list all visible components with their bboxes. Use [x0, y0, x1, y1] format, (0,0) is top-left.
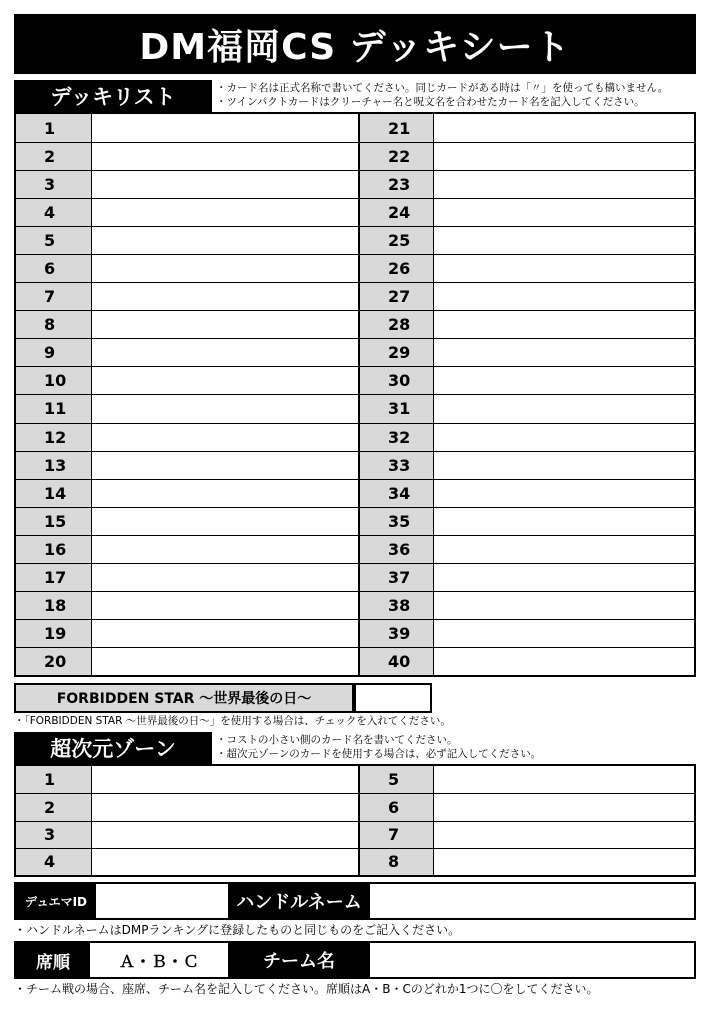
card-row-number: 4 — [16, 849, 92, 875]
card-name-field[interactable] — [92, 452, 358, 479]
card-row-number: 7 — [360, 822, 434, 848]
card-row — [16, 142, 358, 170]
card-row — [16, 766, 358, 793]
card-name-field[interactable] — [434, 143, 694, 170]
card-row-number: 13 — [16, 452, 92, 479]
card-row — [360, 394, 694, 422]
card-row — [16, 451, 358, 479]
card-row-number: 22 — [360, 143, 434, 170]
hyperspatial-table — [14, 764, 696, 877]
card-row-number: 26 — [360, 255, 434, 282]
card-row — [360, 282, 694, 310]
card-row — [16, 310, 358, 338]
card-row — [16, 170, 358, 198]
card-name-field[interactable] — [434, 648, 694, 675]
card-name-field[interactable] — [92, 199, 358, 226]
seat-order-label: 席順 — [16, 943, 90, 977]
hyperspatial-left-column — [16, 766, 360, 875]
card-row — [360, 619, 694, 647]
player-info-row — [14, 882, 696, 920]
card-name-field[interactable] — [92, 648, 358, 675]
card-name-field[interactable] — [92, 536, 358, 563]
team-info-row — [14, 941, 696, 979]
card-row — [360, 170, 694, 198]
card-row — [16, 535, 358, 563]
card-name-field[interactable] — [434, 536, 694, 563]
card-row — [360, 848, 694, 875]
card-row — [16, 338, 358, 366]
decklist-right-column — [360, 114, 694, 675]
card-name-field[interactable] — [92, 794, 358, 820]
card-row — [16, 114, 358, 142]
card-row-number: 9 — [16, 339, 92, 366]
card-row-number: 37 — [360, 564, 434, 591]
card-name-field[interactable] — [92, 367, 358, 394]
card-name-field[interactable] — [434, 339, 694, 366]
card-name-field[interactable] — [92, 480, 358, 507]
card-name-field[interactable] — [92, 143, 358, 170]
card-row — [16, 282, 358, 310]
card-name-field[interactable] — [92, 114, 358, 142]
card-name-field[interactable] — [434, 367, 694, 394]
card-row-number: 2 — [16, 143, 92, 170]
card-row-number: 39 — [360, 620, 434, 647]
card-row — [360, 226, 694, 254]
card-row — [360, 821, 694, 848]
card-row-number: 28 — [360, 311, 434, 338]
card-row-number: 33 — [360, 452, 434, 479]
card-row-number: 29 — [360, 339, 434, 366]
team-note: ・チーム戦の場合、座席、チーム名を記入してください。席順はA・B・Cのどれか1つに〇をしてください。 — [14, 982, 599, 996]
card-row — [16, 366, 358, 394]
card-row-number: 19 — [16, 620, 92, 647]
card-name-field[interactable] — [92, 227, 358, 254]
card-row — [360, 366, 694, 394]
sheet-title: DM福岡CS デッキシート — [14, 14, 696, 74]
card-row-number: 3 — [16, 171, 92, 198]
card-row-number: 24 — [360, 199, 434, 226]
handle-name-label: ハンドルネーム — [228, 884, 370, 918]
card-row — [16, 793, 358, 820]
card-name-field[interactable] — [434, 620, 694, 647]
forbidden-star-checkbox[interactable] — [354, 683, 432, 713]
forbidden-star-text: FORBIDDEN STAR ～世界最後の日～ — [56, 691, 312, 707]
card-row — [360, 766, 694, 793]
card-row-number: 36 — [360, 536, 434, 563]
card-row-number: 12 — [16, 424, 92, 451]
card-name-field[interactable] — [92, 822, 358, 848]
card-name-field[interactable] — [434, 283, 694, 310]
card-name-field[interactable] — [434, 227, 694, 254]
card-name-field[interactable] — [92, 255, 358, 282]
card-name-field[interactable] — [434, 508, 694, 535]
card-name-field[interactable] — [92, 508, 358, 535]
card-row — [360, 563, 694, 591]
card-row — [360, 479, 694, 507]
card-name-field[interactable] — [434, 480, 694, 507]
card-name-field[interactable] — [434, 794, 694, 820]
card-name-field[interactable] — [92, 766, 358, 793]
handle-name-field[interactable] — [370, 884, 694, 918]
duema-id-field[interactable] — [96, 884, 228, 918]
card-row-number: 23 — [360, 171, 434, 198]
card-row — [16, 507, 358, 535]
hyperspatial-right-column — [360, 766, 694, 875]
card-name-field[interactable] — [92, 592, 358, 619]
card-row-number: 4 — [16, 199, 92, 226]
card-row — [360, 338, 694, 366]
card-row — [16, 198, 358, 226]
card-name-field[interactable] — [92, 171, 358, 198]
card-row-number: 5 — [360, 766, 434, 793]
card-row — [16, 254, 358, 282]
hyperspatial-note-1: ・コストの小さい側のカード名を書いてください。 — [216, 734, 458, 746]
card-row-number: 11 — [16, 395, 92, 422]
forbidden-star-label — [14, 683, 354, 713]
card-name-field[interactable] — [434, 255, 694, 282]
hyperspatial-heading: 超次元ゾーン — [14, 732, 212, 764]
card-row — [16, 394, 358, 422]
card-row-number: 8 — [360, 849, 434, 875]
card-row — [16, 647, 358, 675]
card-row-number: 2 — [16, 794, 92, 820]
card-row — [360, 254, 694, 282]
card-name-field[interactable] — [434, 564, 694, 591]
card-name-field[interactable] — [92, 424, 358, 451]
team-name-label: チーム名 — [228, 943, 370, 977]
card-name-field[interactable] — [92, 339, 358, 366]
card-row — [16, 423, 358, 451]
decklist-left-column — [16, 114, 360, 675]
card-row-number: 32 — [360, 424, 434, 451]
decklist-table — [14, 112, 696, 677]
card-name-field[interactable] — [434, 849, 694, 875]
decklist-note-2: ・ツインパクトカードはクリーチャー名と呪文名を合わせたカード名を記入してください。 — [216, 96, 645, 108]
card-row-number: 3 — [16, 822, 92, 848]
decklist-note-1: ・カード名は正式名称で書いてください。同じカードがある時は「〃」を使っても構いません。 — [216, 82, 669, 94]
card-row-number: 18 — [16, 592, 92, 619]
card-name-field[interactable] — [434, 171, 694, 198]
card-row — [360, 507, 694, 535]
card-row-number: 6 — [360, 794, 434, 820]
card-row — [16, 848, 358, 875]
card-row — [360, 310, 694, 338]
card-row — [360, 198, 694, 226]
card-row — [360, 142, 694, 170]
hyperspatial-note-2: ・超次元ゾーンのカードを使用する場合は、必ず記入してください。 — [216, 748, 542, 760]
card-name-field[interactable] — [434, 822, 694, 848]
card-row-number: 15 — [16, 508, 92, 535]
card-row-number: 17 — [16, 564, 92, 591]
card-row — [360, 647, 694, 675]
duema-id-label: デュエマID — [16, 884, 96, 918]
card-row-number: 14 — [16, 480, 92, 507]
card-name-field[interactable] — [92, 283, 358, 310]
card-row-number: 6 — [16, 255, 92, 282]
card-name-field[interactable] — [92, 849, 358, 875]
card-name-field[interactable] — [434, 114, 694, 142]
card-row-number: 16 — [16, 536, 92, 563]
card-name-field[interactable] — [92, 395, 358, 422]
card-row — [360, 793, 694, 820]
card-name-field[interactable] — [434, 766, 694, 793]
card-name-field[interactable] — [434, 424, 694, 451]
card-row — [360, 114, 694, 142]
decklist-heading: デッキリスト — [14, 80, 212, 112]
card-row — [16, 479, 358, 507]
card-row — [16, 226, 358, 254]
team-name-field[interactable] — [370, 943, 694, 977]
card-name-field[interactable] — [434, 395, 694, 422]
card-row-number: 5 — [16, 227, 92, 254]
card-row — [360, 451, 694, 479]
card-row — [360, 535, 694, 563]
card-row — [360, 423, 694, 451]
card-row-number: 40 — [360, 648, 434, 675]
card-row — [16, 619, 358, 647]
card-name-field[interactable] — [92, 620, 358, 647]
card-row — [16, 563, 358, 591]
card-row-number: 1 — [16, 114, 92, 142]
card-row-number: 27 — [360, 283, 434, 310]
card-row-number: 30 — [360, 367, 434, 394]
card-name-field[interactable] — [92, 311, 358, 338]
card-name-field[interactable] — [434, 199, 694, 226]
handle-name-note: ・ハンドルネームはDMPランキングに登録したものと同じものをご記入ください。 — [14, 923, 461, 937]
forbidden-star-note: ・「FORBIDDEN STAR ～世界最後の日～」を使用する場合は、チェックを入れてください。 — [14, 715, 451, 727]
card-row-number: 8 — [16, 311, 92, 338]
card-row-number: 38 — [360, 592, 434, 619]
card-name-field[interactable] — [92, 564, 358, 591]
seat-order-options[interactable]: Ａ・Ｂ・Ｃ — [90, 943, 228, 977]
card-row-number: 1 — [16, 766, 92, 793]
card-row — [360, 591, 694, 619]
card-row-number: 35 — [360, 508, 434, 535]
card-row — [16, 591, 358, 619]
card-row-number: 20 — [16, 648, 92, 675]
card-name-field[interactable] — [434, 452, 694, 479]
card-name-field[interactable] — [434, 592, 694, 619]
card-row-number: 31 — [360, 395, 434, 422]
card-row-number: 34 — [360, 480, 434, 507]
card-row — [16, 821, 358, 848]
card-row-number: 25 — [360, 227, 434, 254]
card-name-field[interactable] — [434, 311, 694, 338]
card-row-number: 21 — [360, 114, 434, 142]
card-row-number: 7 — [16, 283, 92, 310]
card-row-number: 10 — [16, 367, 92, 394]
